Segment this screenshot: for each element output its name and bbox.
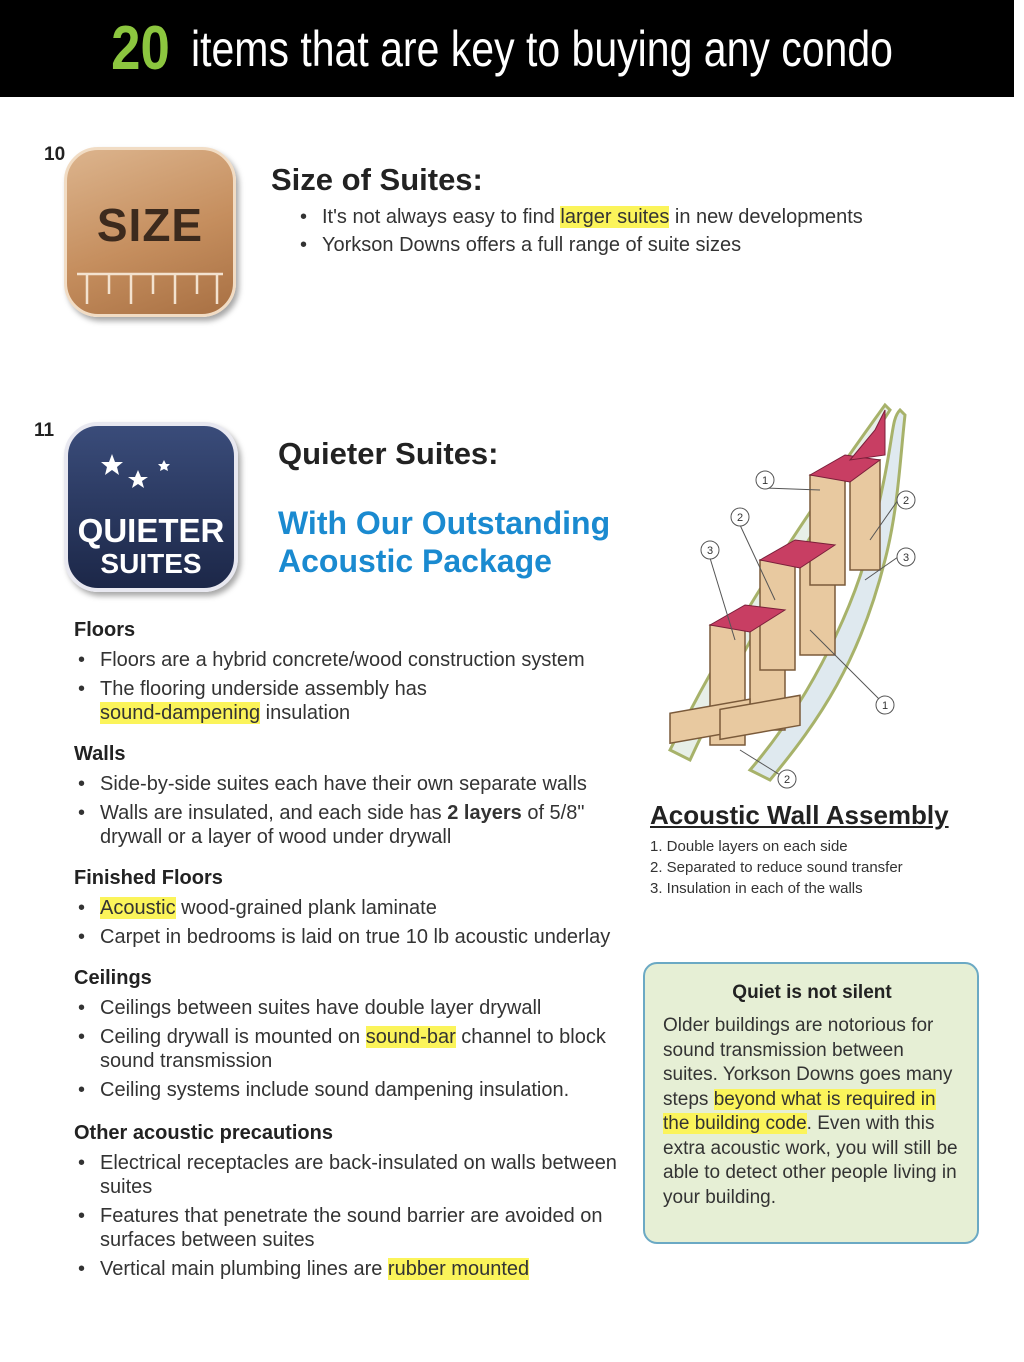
floors-section: [74, 619, 634, 730]
banner-number: 20: [111, 14, 171, 83]
ruler-icon: [67, 264, 233, 314]
ceilings-section: [74, 967, 634, 1107]
floors-bullet-1: • Floors are a hybrid concrete/wood construction system: [74, 648, 634, 672]
ceilings-bullet-2: • Ceiling drywall is mounted on sound-bar channel to block sound transmission: [74, 1025, 630, 1073]
acoustic-wall-diagram: [660, 400, 950, 795]
size-badge-label: SIZE: [96, 199, 204, 251]
size-bullets: [296, 205, 863, 257]
title-banner: [0, 0, 1014, 97]
ceilings-title: Ceilings: [74, 967, 152, 989]
other-bullet-2: • Features that penetrate the sound barrier are avoided on surfaces between suites: [74, 1204, 620, 1252]
other-precautions-title: Other acoustic precautions: [74, 1122, 333, 1144]
walls-bullet-1: • Side-by-side suites each have their own separate walls: [74, 772, 634, 796]
diagram-callout: 3: [902, 552, 910, 564]
acoustic-wall-item: 1. Double layers on each side: [650, 838, 848, 855]
ceilings-bullet-1: • Ceilings between suites have double layer drywall: [74, 996, 634, 1020]
quieter-badge-label-1: QUIETER: [77, 512, 225, 549]
size-bullet-1: • It's not always easy to find larger suites in new developments: [296, 205, 863, 229]
walls-bullet-2: • Walls are insulated, and each side has 2 layers of 5/8" drywall or a layer of wood under drywall: [74, 801, 600, 849]
other-bullet-3: • Vertical main plumbing lines are rubber mounted: [74, 1257, 634, 1281]
finished-floors-bullet-1: • Acoustic wood-grained plank laminate: [74, 896, 634, 920]
finished-floors-section: [74, 867, 634, 954]
moon-stars-icon: [96, 440, 216, 510]
quieter-badge-label-2: SUITES: [100, 548, 202, 579]
other-bullet-1: • Electrical receptacles are back-insulated on walls between suites: [74, 1151, 630, 1199]
floors-bullet-2: • The flooring underside assembly has sound-dampening insulation: [74, 677, 440, 725]
size-badge-icon: [64, 147, 236, 317]
finished-floors-bullet-2: • Carpet in bedrooms is laid on true 10 lb acoustic underlay: [74, 925, 634, 949]
quieter-badge-icon: [64, 422, 238, 592]
quiet-callout-box: [643, 962, 979, 1244]
diagram-callout: 1: [761, 475, 769, 487]
banner-title: items that are key to buying any condo: [191, 20, 894, 77]
floors-title: Floors: [74, 619, 136, 641]
walls-title: Walls: [74, 743, 126, 765]
diagram-callout: 1: [881, 700, 889, 712]
acoustic-wall-list: [650, 836, 903, 899]
acoustic-wall-title: Acoustic Wall Assembly: [650, 800, 949, 830]
diagram-callout: 2: [783, 774, 791, 786]
other-precautions-section: [74, 1122, 634, 1286]
size-heading: Size of Suites:: [271, 162, 483, 197]
ceilings-bullet-3: • Ceiling systems include sound dampening insulation.: [74, 1078, 634, 1102]
quieter-heading: Quieter Suites:: [278, 436, 499, 471]
walls-section: [74, 743, 634, 854]
diagram-callout: 2: [902, 495, 910, 507]
acoustic-wall-item: 3. Insulation in each of the walls: [650, 880, 863, 897]
callout-body: Older buildings are notorious for sound transmission between suites. Yorkson Downs goes many steps beyond what is required in the building code. Even with this extra acoustic work, you will still be able to detect other people living in your building.: [663, 1015, 958, 1208]
item-number-11: 11: [34, 420, 55, 441]
quieter-subheading: With Our Outstanding Acoustic Package: [278, 505, 611, 579]
acoustic-wall-item: 2. Separated to reduce sound transfer: [650, 859, 903, 876]
diagram-callout: 2: [736, 512, 744, 524]
finished-floors-title: Finished Floors: [74, 867, 223, 889]
item-number-10: 10: [44, 144, 66, 165]
size-bullet-2: • Yorkson Downs offers a full range of suite sizes: [296, 233, 863, 257]
callout-title: Quiet is not silent: [732, 982, 892, 1003]
diagram-callout: 3: [706, 545, 714, 557]
